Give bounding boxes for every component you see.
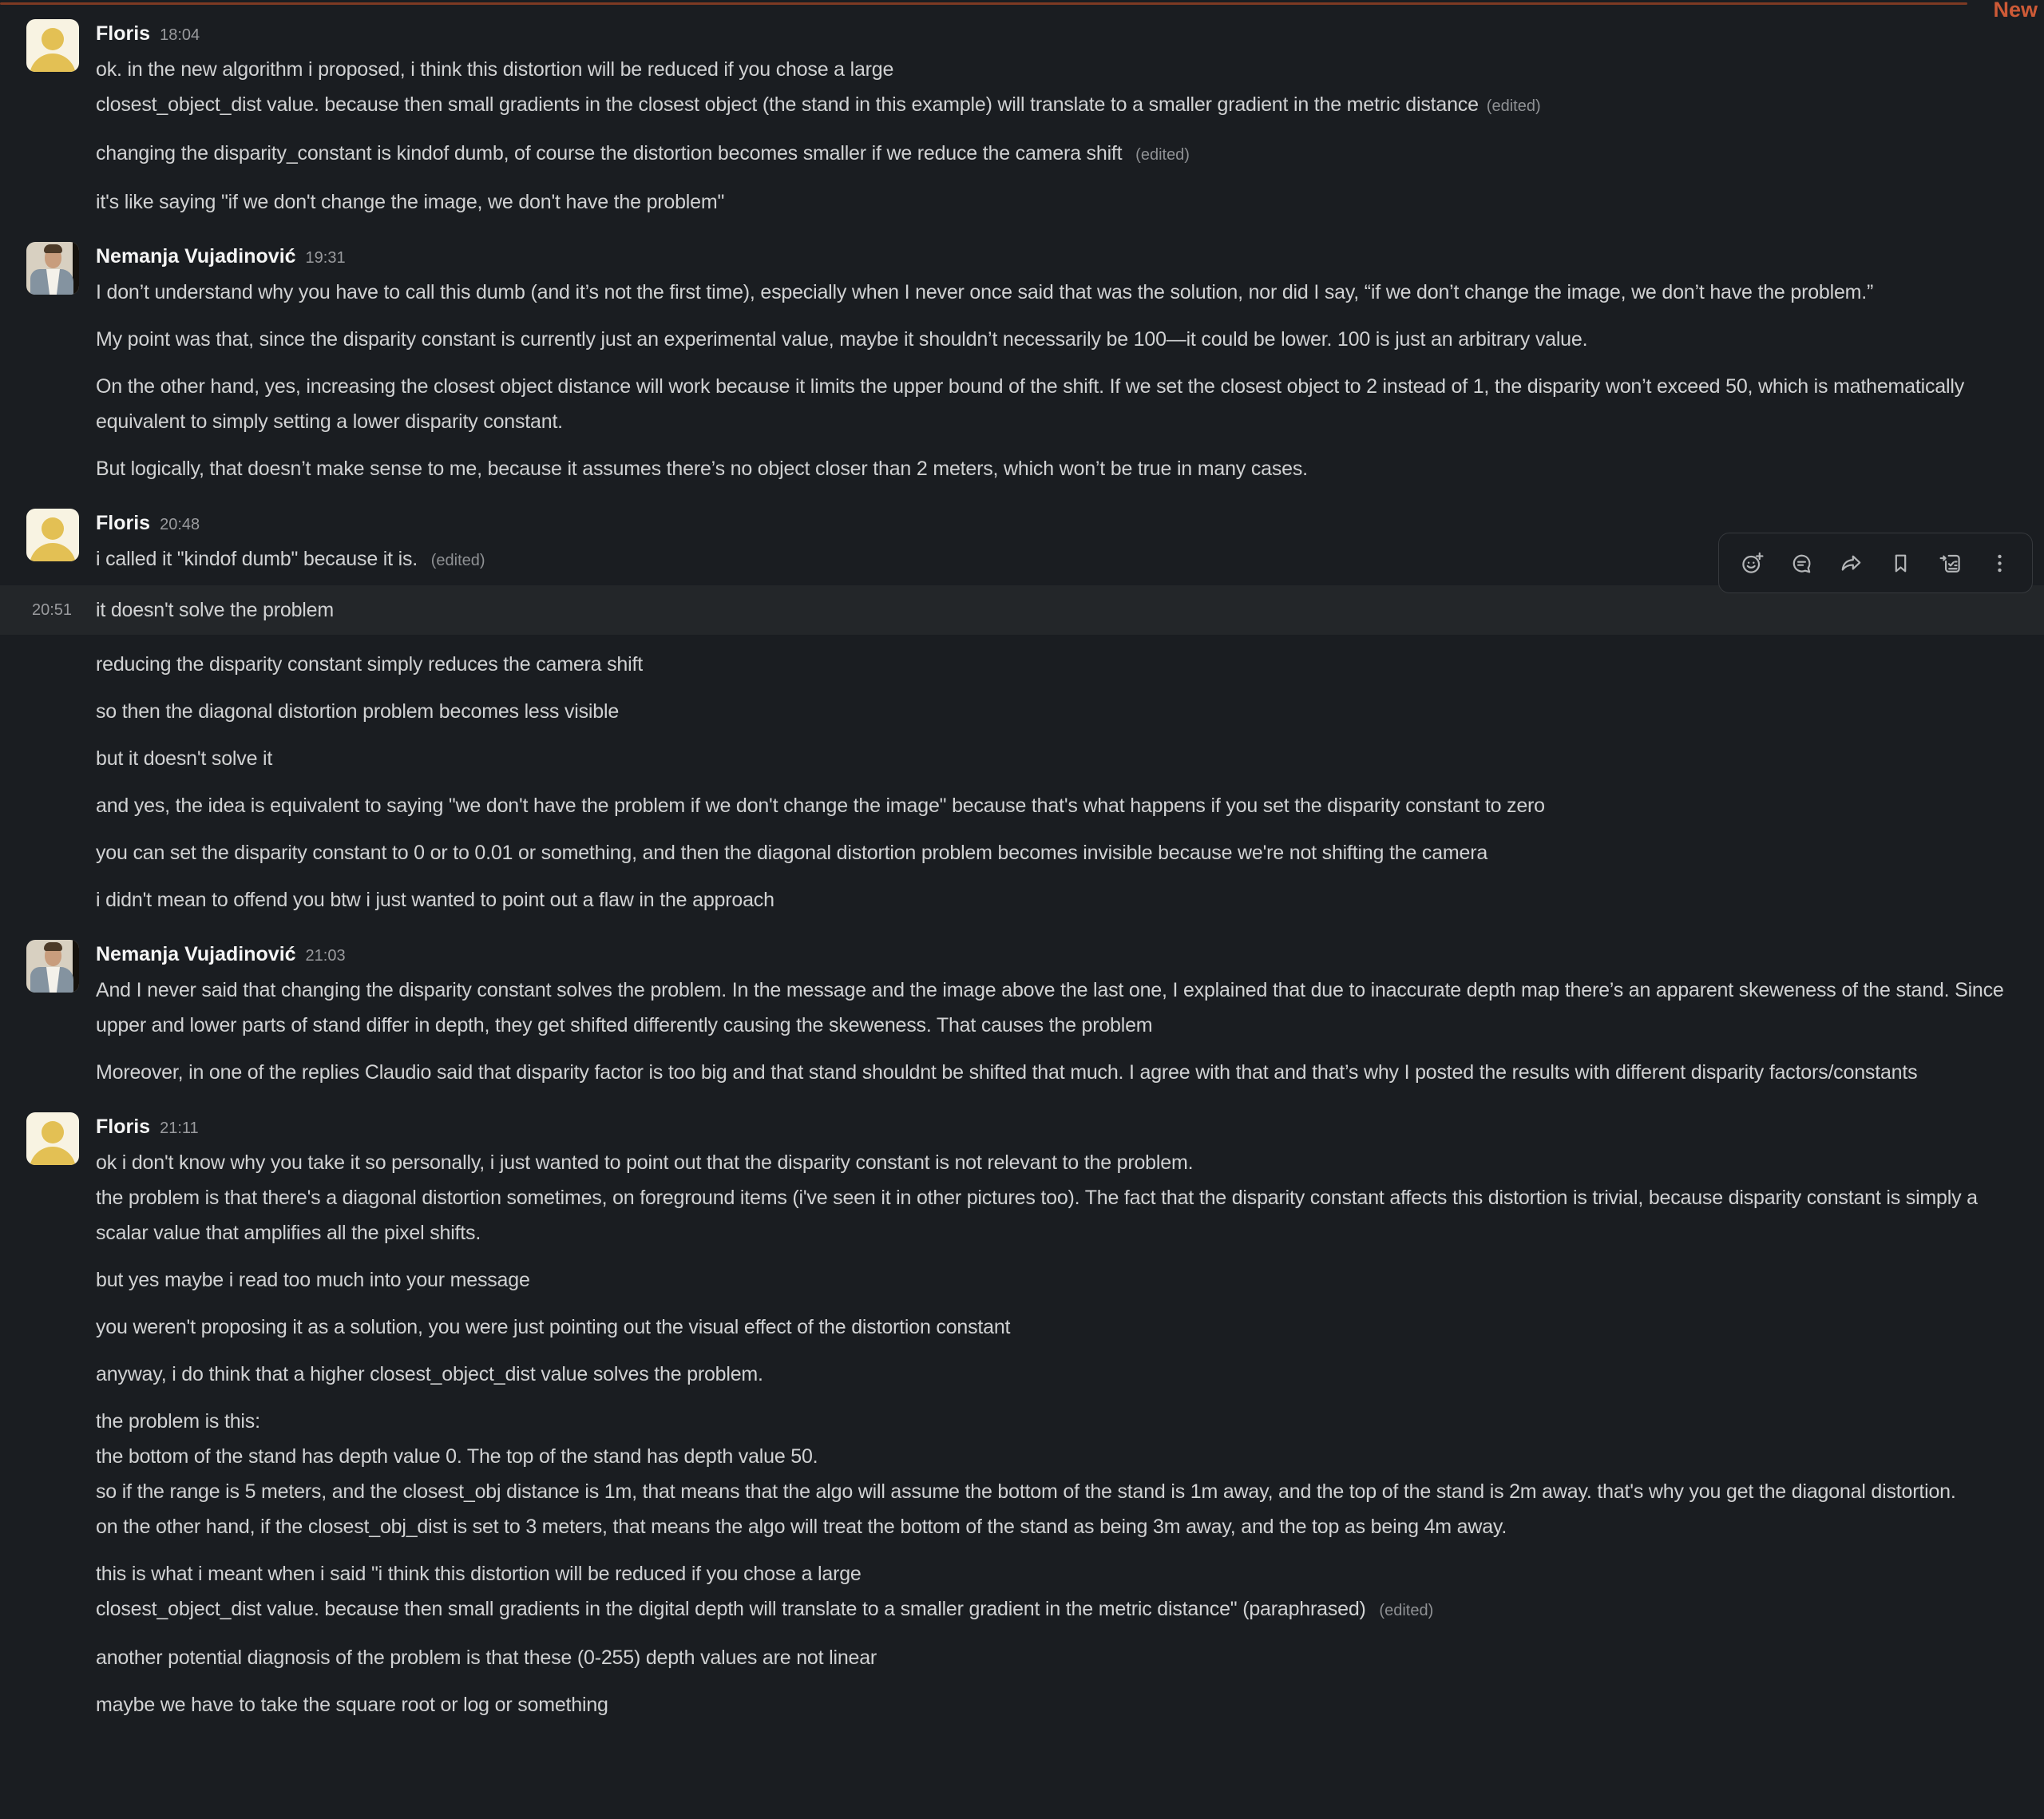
message-line [96, 1687, 2022, 1722]
person-silhouette-head [42, 1121, 64, 1143]
share-message-button[interactable] [1828, 541, 1874, 585]
thread-bubble-icon [1789, 551, 1814, 576]
message-text: On the other hand, yes, increasing the closest object distance will work because it limits the upper bound of the shift. If we set the closest object to 2 instead of 1, the disparity won’t exceed 50, which is mathematically equivalent to simply setting a lower disparity constant. [96, 375, 1964, 433]
message-row [0, 741, 2044, 776]
save-for-later-button[interactable] [1877, 541, 1923, 585]
message-text: Moreover, in one of the replies Claudio said that disparity factor is too big and that stand shouldnt be shifted that much. I agree with that and that’s why I posted the results with different disparity factors/constants [96, 1061, 1918, 1084]
author-name[interactable]: Floris [96, 1116, 151, 1138]
add-reaction-button[interactable] [1729, 541, 1775, 585]
message-text: this is what i meant when i said "i think this distortion will be reduced if you chose a large [96, 1563, 862, 1585]
message-text: the bottom of the stand has depth value 0. The top of the stand has depth value 50. [96, 1445, 818, 1468]
message-text: the problem is that there's a diagonal distortion sometimes, on foreground items (i've seen it in other pictures too). The fact that the disparity constant affects this distortion is trivial, because disparity constant is simply a scalar value that amplifies all the pixel shifts. [96, 1187, 1978, 1244]
message-timestamp[interactable]: 21:11 [160, 1120, 199, 1137]
message-text: I don’t understand why you have to call this dumb (and it’s not the first time), especially when I never once said that was the solution, nor did I say, “if we don’t change the image, we don’t have the problem.” [96, 281, 1874, 303]
message-timestamp[interactable]: 20:48 [160, 516, 200, 533]
message-line [96, 1439, 2022, 1474]
message-line [96, 1474, 2022, 1509]
gutter-timestamp[interactable]: 20:51 [32, 601, 73, 619]
message-line [96, 882, 2022, 917]
unread-divider-line [0, 2, 1967, 5]
message-text: but yes maybe i read too much into your message [96, 1269, 530, 1291]
message-line [96, 275, 2022, 310]
emoji-plus-icon [1740, 551, 1765, 576]
message-text: you weren't proposing it as a solution, you were just pointing out the visual effect of the distortion constant [96, 1316, 1011, 1338]
message-row [0, 1262, 2044, 1298]
message-header [0, 239, 2044, 274]
message-text: on the other hand, if the closest_obj_dist is set to 3 meters, that means the algo will treat the bottom of the stand as being 3m away, and the top as being 4m away. [96, 1516, 1507, 1538]
message-text: you can set the disparity constant to 0 or to 0.01 or something, and then the diagonal distortion problem becomes invisible because we're not shifting the camera [96, 842, 1488, 864]
message-text: i didn't mean to offend you btw i just wanted to point out a flaw in the approach [96, 889, 774, 911]
message-line [96, 1180, 2022, 1250]
message-group [0, 16, 2044, 220]
message-row [0, 1556, 2044, 1628]
message-line [96, 1357, 2022, 1392]
edited-label: (edited) [1135, 146, 1190, 164]
edited-label: (edited) [1379, 1602, 1434, 1619]
message-line [96, 1145, 2022, 1180]
message-line [96, 87, 2022, 124]
message-row [0, 369, 2044, 439]
person-silhouette-head [42, 517, 64, 540]
message-line [96, 835, 2022, 870]
message-text: and yes, the idea is equivalent to saying "we don't have the problem if we don't change the image" because that's what happens if you set the disparity constant to zero [96, 795, 1545, 817]
message-text: closest_object_dist value. because then small gradients in the closest object (the stand in this example) will translate to a smaller gradient in the metric distance [96, 93, 1479, 116]
message-row [0, 1640, 2044, 1675]
message-row [0, 1310, 2044, 1345]
message-line [96, 184, 2022, 220]
message-line [96, 322, 2022, 357]
message-actions-toolbar [1718, 533, 2033, 593]
message-text: ok i don't know why you take it so personally, i just wanted to point out that the disparity constant is not relevant to the problem. [96, 1151, 1194, 1174]
message-text: And I never said that changing the disparity constant solves the problem. In the message and the image above the last one, I explained that due to inaccurate depth map there’s an apparent skeweness of the stand. Since upper and lower parts of stand differ in depth, they get shifted differently causing the skeweness. That causes the problem [96, 979, 2004, 1036]
message-line [96, 1556, 2022, 1591]
message-line [96, 592, 2022, 628]
message-row [0, 1687, 2044, 1722]
message-text: i called it "kindof dumb" because it is. [96, 548, 423, 570]
message-header [0, 1109, 2044, 1144]
message-line [96, 1640, 2022, 1675]
message-line [96, 973, 2022, 1043]
person-silhouette-head [42, 28, 64, 50]
message-text: My point was that, since the disparity constant is currently just an experimental value, maybe it shouldn’t necessarily be 100—it could be lower. 100 is just an arbitrary value. [96, 328, 1588, 351]
message-line [96, 694, 2022, 729]
message-timestamp[interactable]: 19:31 [305, 249, 346, 267]
author-name[interactable]: Nemanja Vujadinović [96, 245, 296, 268]
message-group [0, 1109, 2044, 1722]
message-header [0, 16, 2044, 51]
message-text: it's like saying "if we don't change the image, we don't have the problem" [96, 191, 725, 213]
message-line [96, 741, 2022, 776]
message-row [0, 694, 2044, 729]
message-line [96, 1310, 2022, 1345]
message-line [96, 1591, 2022, 1628]
message-timestamp[interactable]: 21:03 [305, 947, 346, 965]
message-line [96, 1509, 2022, 1544]
message-group [0, 937, 2044, 1090]
message-text: another potential diagnosis of the problem is that these (0-255) depth values are not linear [96, 1647, 877, 1669]
message-text: so if the range is 5 meters, and the closest_obj distance is 1m, that means that the algo will assume the bottom of the stand is 1m away, and the top of the stand is 2m away. that's why you get the diagonal distortion. [96, 1480, 1956, 1503]
message-row[interactable] [0, 585, 2044, 635]
message-line [96, 369, 2022, 439]
message-text: changing the disparity_constant is kindof dumb, of course the distortion becomes smaller if we reduce the camera shift [96, 142, 1128, 164]
edited-label: (edited) [430, 552, 485, 569]
more-actions-button[interactable] [1976, 541, 2022, 585]
add-to-saved-list-button[interactable] [1927, 541, 1973, 585]
message-row [0, 184, 2044, 220]
message-text: so then the diagonal distortion problem becomes less visible [96, 700, 620, 723]
message-row [0, 788, 2044, 823]
message-text: anyway, i do think that a higher closest_object_dist value solves the problem. [96, 1363, 763, 1385]
reply-in-thread-button[interactable] [1778, 541, 1824, 585]
message-line [96, 52, 2022, 87]
message-text: maybe we have to take the square root or log or something [96, 1694, 608, 1716]
message-line [96, 1404, 2022, 1439]
message-row [0, 835, 2044, 870]
message-row [0, 451, 2044, 486]
message-row [0, 882, 2044, 917]
forward-arrow-icon [1839, 551, 1864, 576]
message-row [0, 647, 2044, 682]
person-hair [44, 942, 62, 951]
person-hair [44, 244, 62, 253]
message-group [0, 505, 2044, 917]
message-line [96, 788, 2022, 823]
bookmark-icon [1888, 551, 1913, 576]
message-row [0, 1404, 2044, 1544]
author-name[interactable]: Nemanja Vujadinović [96, 943, 296, 965]
message-row [0, 1145, 2044, 1250]
message-row [0, 1055, 2044, 1090]
message-row [0, 52, 2044, 124]
message-text: But logically, that doesn’t make sense to me, because it assumes there’s no object closer than 2 meters, which won’t be true in many cases. [96, 458, 1308, 480]
kebab-menu-icon [1987, 551, 2012, 576]
message-text: but it doesn't solve it [96, 747, 273, 770]
message-row [0, 275, 2044, 310]
message-header [0, 937, 2044, 972]
message-row [0, 1357, 2044, 1392]
message-line [96, 1262, 2022, 1298]
message-row [0, 322, 2044, 357]
message-text: ok. in the new algorithm i proposed, i think this distortion will be reduced if you chose a large [96, 58, 894, 81]
edited-label: (edited) [1486, 97, 1541, 115]
message-timestamp[interactable]: 18:04 [160, 26, 200, 44]
message-group [0, 239, 2044, 486]
message-line [96, 647, 2022, 682]
author-name[interactable]: Floris [96, 22, 151, 45]
message-text: it doesn't solve the problem [96, 599, 334, 621]
author-name[interactable]: Floris [96, 512, 151, 534]
message-line [96, 451, 2022, 486]
message-row [0, 136, 2044, 172]
message-text: reducing the disparity constant simply reduces the camera shift [96, 653, 643, 676]
message-line [96, 1055, 2022, 1090]
message-line [96, 136, 2022, 172]
message-row [0, 973, 2044, 1043]
checklist-icon [1938, 551, 1963, 576]
unread-divider-label: New [1993, 0, 2038, 22]
message-text: closest_object_dist value. because then small gradients in the digital depth will translate to a smaller gradient in the metric distance" (paraphrased) [96, 1598, 1372, 1620]
message-text: the problem is this: [96, 1410, 260, 1433]
